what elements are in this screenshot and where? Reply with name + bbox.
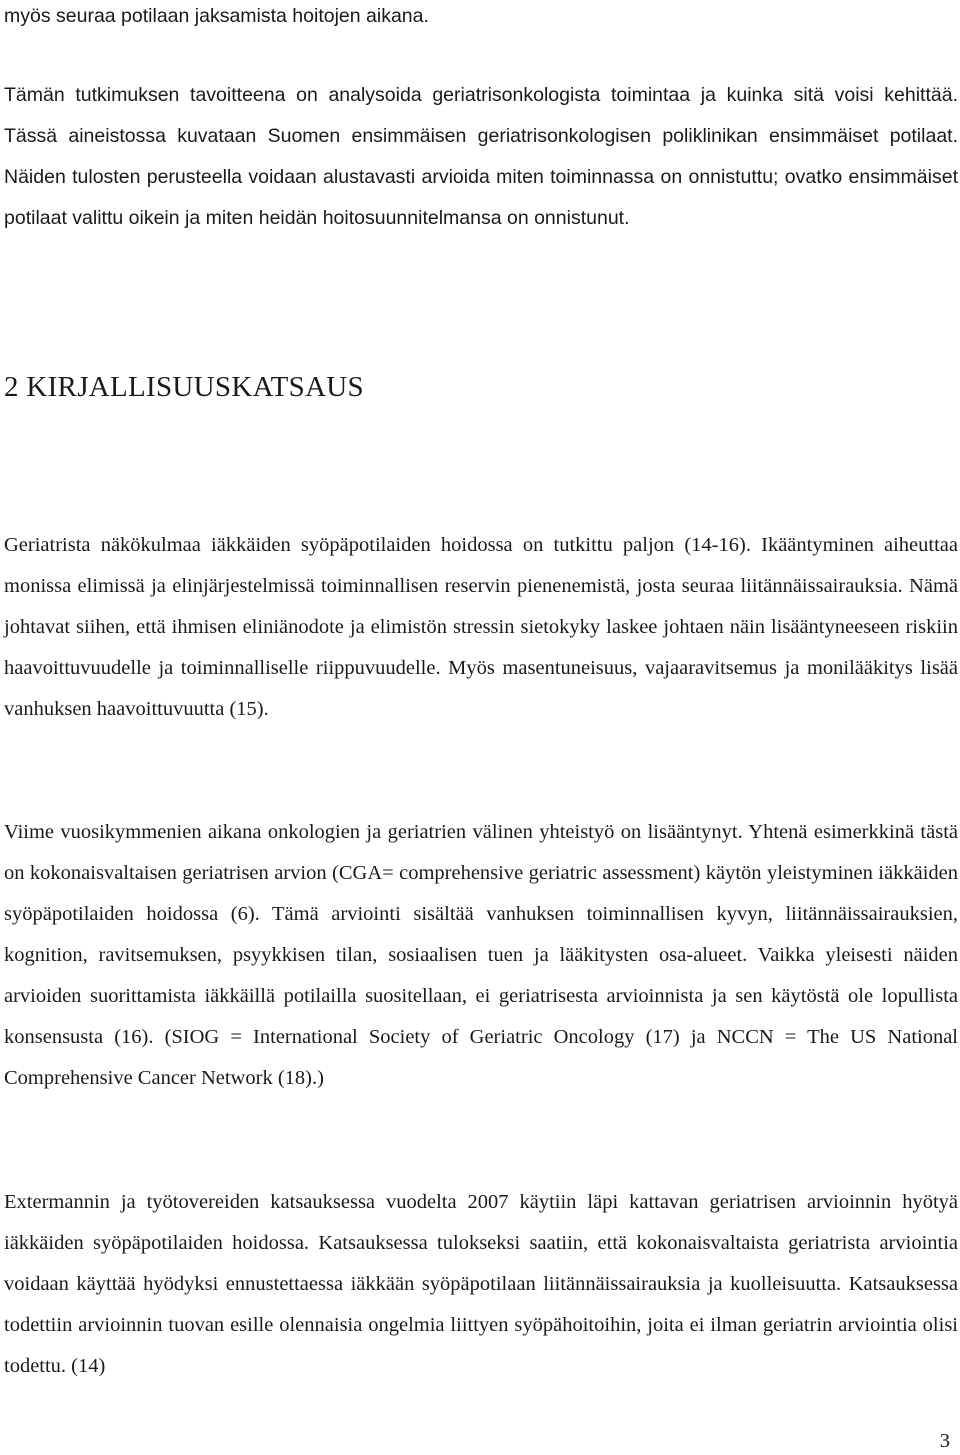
page-number: 3	[939, 1430, 950, 1452]
continued-text-line: myös seuraa potilaan jaksamista hoitojen aikana.	[4, 5, 429, 27]
body-paragraph-1: Geriatrista näkökulmaa iäkkäiden syöpäpotilaiden hoidossa on tutkittu paljon (14-16). Ikääntyminen aiheuttaa monissa elimissä ja elinjärjestelmissä toiminnallisen reservin pienenemistä, josta seuraa liitännäissairauksia. Nämä johtavat siihen, että ihmisen eliniänodote ja elimistön stressin sietokyky laskee johtaen näin lisääntyneeseen riskiin haavoittuvuudelle ja toiminnalliselle riippuvuudelle. Myös masentuneisuus, vajaaravitsemus ja monilääkitys lisää vanhuksen haavoittuvuutta (15).	[4, 534, 958, 720]
body-paragraph-3: Extermannin ja työtovereiden katsauksessa vuodelta 2007 käytiin läpi kattavan geriatrisen arvioinnin hyötyä iäkkäiden syöpäpotilaiden hoidossa. Katsauksessa tulokseksi saatiin, että kokonaisvaltaista geriatrista arviointia voidaan käyttää hyödyksi ennustettaessa iäkkään syöpäpotilaan liitännäissairauksia ja kuolleisuutta. Katsauksessa todettiin arvioinnin tuovan esille olennaisia ongelmia liittyen syöpähoitoihin, joita ei ilman geriatrin arviointia olisi todettu. (14)	[4, 1191, 958, 1377]
section-heading: 2 KIRJALLISUUSKATSAUS	[4, 371, 364, 403]
intro-paragraph: Tämän tutkimuksen tavoitteena on analysoida geriatrisonkologista toimintaa ja kuinka sitä voisi kehittää. Tässä aineistossa kuvataan Suomen ensimmäisen geriatrisonkologisen poliklinikan ensimmäiset potilaat. Näiden tulosten perusteella voidaan alustavasti arvioida miten toiminnassa on onnistuttu; ovatko ensimmäiset potilaat valittu oikein ja miten heidän hoitosuunnitelmansa on onnistunut.	[4, 84, 958, 229]
body-paragraph-2: Viime vuosikymmenien aikana onkologien ja geriatrien välinen yhteistyö on lisääntynyt. Yhtenä esimerkkinä tästä on kokonaisvaltaisen geriatrisen arvion (CGA= comprehensive geriatric assessment) käytön yleistyminen iäkkäiden syöpäpotilaiden hoidossa (6). Tämä arviointi sisältää vanhuksen toiminnallisen kyvyn, liitännäissairauksien, kognition, ravitsemuksen, psyykkisen tilan, sosiaalisen tuen ja lääkitysten osa-alueet. Vaikka yleisesti näiden arvioiden suorittamista iäkkäillä potilailla suositellaan, ei geriatrisesta arvioinnista ja sen käytöstä ole lopullista konsensusta (16). (SIOG = International Society of Geriatric Oncology (17) ja NCCN = The US National Comprehensive Cancer Network (18).)	[4, 821, 958, 1089]
